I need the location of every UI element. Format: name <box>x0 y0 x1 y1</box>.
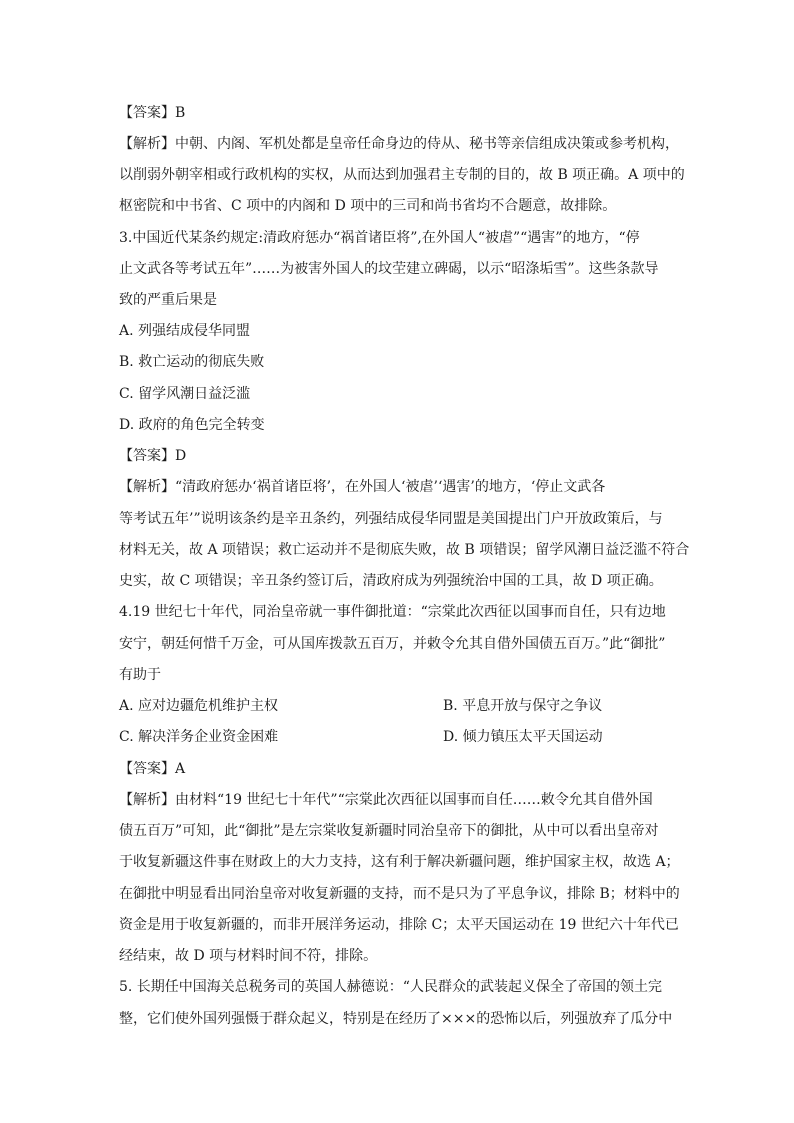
question-3-option-c: C. 留学风潮日益泛滥 <box>119 386 251 402</box>
analysis-line: 以削弱外朝宰相或行政机构的实权，从而达到加强君主专制的目的，故 B 项正确。A 项中的 <box>119 167 685 183</box>
answer-line: 【答案】A <box>119 761 186 777</box>
analysis-line: 【解析】由材料“19 世纪七十年代”“宗棠此次西征以国事而自任……敕令允其自借外国 <box>119 792 653 808</box>
analysis-line: 【解析】“清政府惩办‘祸首诸臣将’，在外国人‘被虐’‘遇害’的地方，‘停止文武各 <box>119 479 606 495</box>
answer-line: 【答案】B <box>119 105 186 121</box>
question-5-stem: 5. 长期任中国海关总税务司的英国人赫德说：“人民群众的武装起义保全了帝国的领土完 <box>119 979 662 995</box>
question-4-stem: 安宁，朝廷何惜千万金，可从国库拨款五百万，并敕令允其自借外国债五百万。”此“御批” <box>119 636 666 652</box>
analysis-line: 于收复新疆这件事在财政上的大力支持，这有利于解决新疆问题，维护国家主权，故选 A； <box>119 854 680 870</box>
question-4-option-a: A. 应对边疆危机维护主权 <box>119 698 279 714</box>
question-3-stem: 致的严重后果是 <box>119 292 217 308</box>
analysis-line: 【解析】中朝、内阁、军机处都是皇帝任命身边的侍从、秘书等亲信组成决策或参考机构， <box>119 136 679 152</box>
analysis-line: 枢密院和中书省、C 项中的内阁和 D 项中的三司和尚书省均不合题意，故排除。 <box>119 198 617 214</box>
question-5-stem: 整，它们使外国列强慑于群众起义，特别是在经历了×××的恐怖以后，列强放弃了瓜分中 <box>119 1011 673 1027</box>
analysis-line: 资金是用于收复新疆的，而非开展洋务运动，排除 C；太平天国运动在 19 世纪六十年代已 <box>119 917 679 933</box>
question-4-option-d: D. 倾力镇压太平天国运动 <box>443 729 603 745</box>
analysis-line: 债五百万”可知，此“御批”是左宗棠收复新疆时同治皇帝下的御批，从中可以看出皇帝对 <box>119 823 659 839</box>
question-4-option-b: B. 平息开放与保守之争议 <box>443 698 603 714</box>
question-3-option-a: A. 列强结成侵华同盟 <box>119 323 251 339</box>
analysis-line: 等考试五年’”说明该条约是辛丑条约，列强结成侵华同盟是美国提出门户开放政策后，与 <box>119 511 663 527</box>
question-3-stem: 止文武各等考试五年”……为被害外国人的坟茔建立碑碣，以示“昭涤垢雪”。这些条款导 <box>119 261 659 277</box>
analysis-line: 经结束，故 D 项与材料时间不符，排除。 <box>119 948 378 964</box>
question-3-option-d: D. 政府的角色完全转变 <box>119 417 265 433</box>
question-3-option-b: B. 救亡运动的彻底失败 <box>119 354 265 370</box>
question-4-stem: 4.19 世纪七十年代，同治皇帝就一事件御批道：“宗棠此次西征以国事而自任，只有边地 <box>119 604 666 620</box>
analysis-line: 材料无关，故 A 项错误；救亡运动并不是彻底失败，故 B 项错误；留学风潮日益泛滥不符合 <box>119 542 690 558</box>
question-3-stem: 3.中国近代某条约规定:清政府惩办“祸首诸臣将”,在外国人“被虐”“遇害”的地方，“停 <box>119 230 640 246</box>
question-4-option-c: C. 解决洋务企业资金困难 <box>119 729 279 745</box>
analysis-line: 在御批中明显看出同治皇帝对收复新疆的支持，而不是只为了平息争议，排除 B；材料中的 <box>119 886 680 902</box>
answer-line: 【答案】D <box>119 448 187 464</box>
analysis-line: 史实，故 C 项错误；辛丑条约签订后，清政府成为列强统治中国的工具，故 D 项正确。 <box>119 573 663 589</box>
question-4-stem: 有助于 <box>119 667 161 683</box>
